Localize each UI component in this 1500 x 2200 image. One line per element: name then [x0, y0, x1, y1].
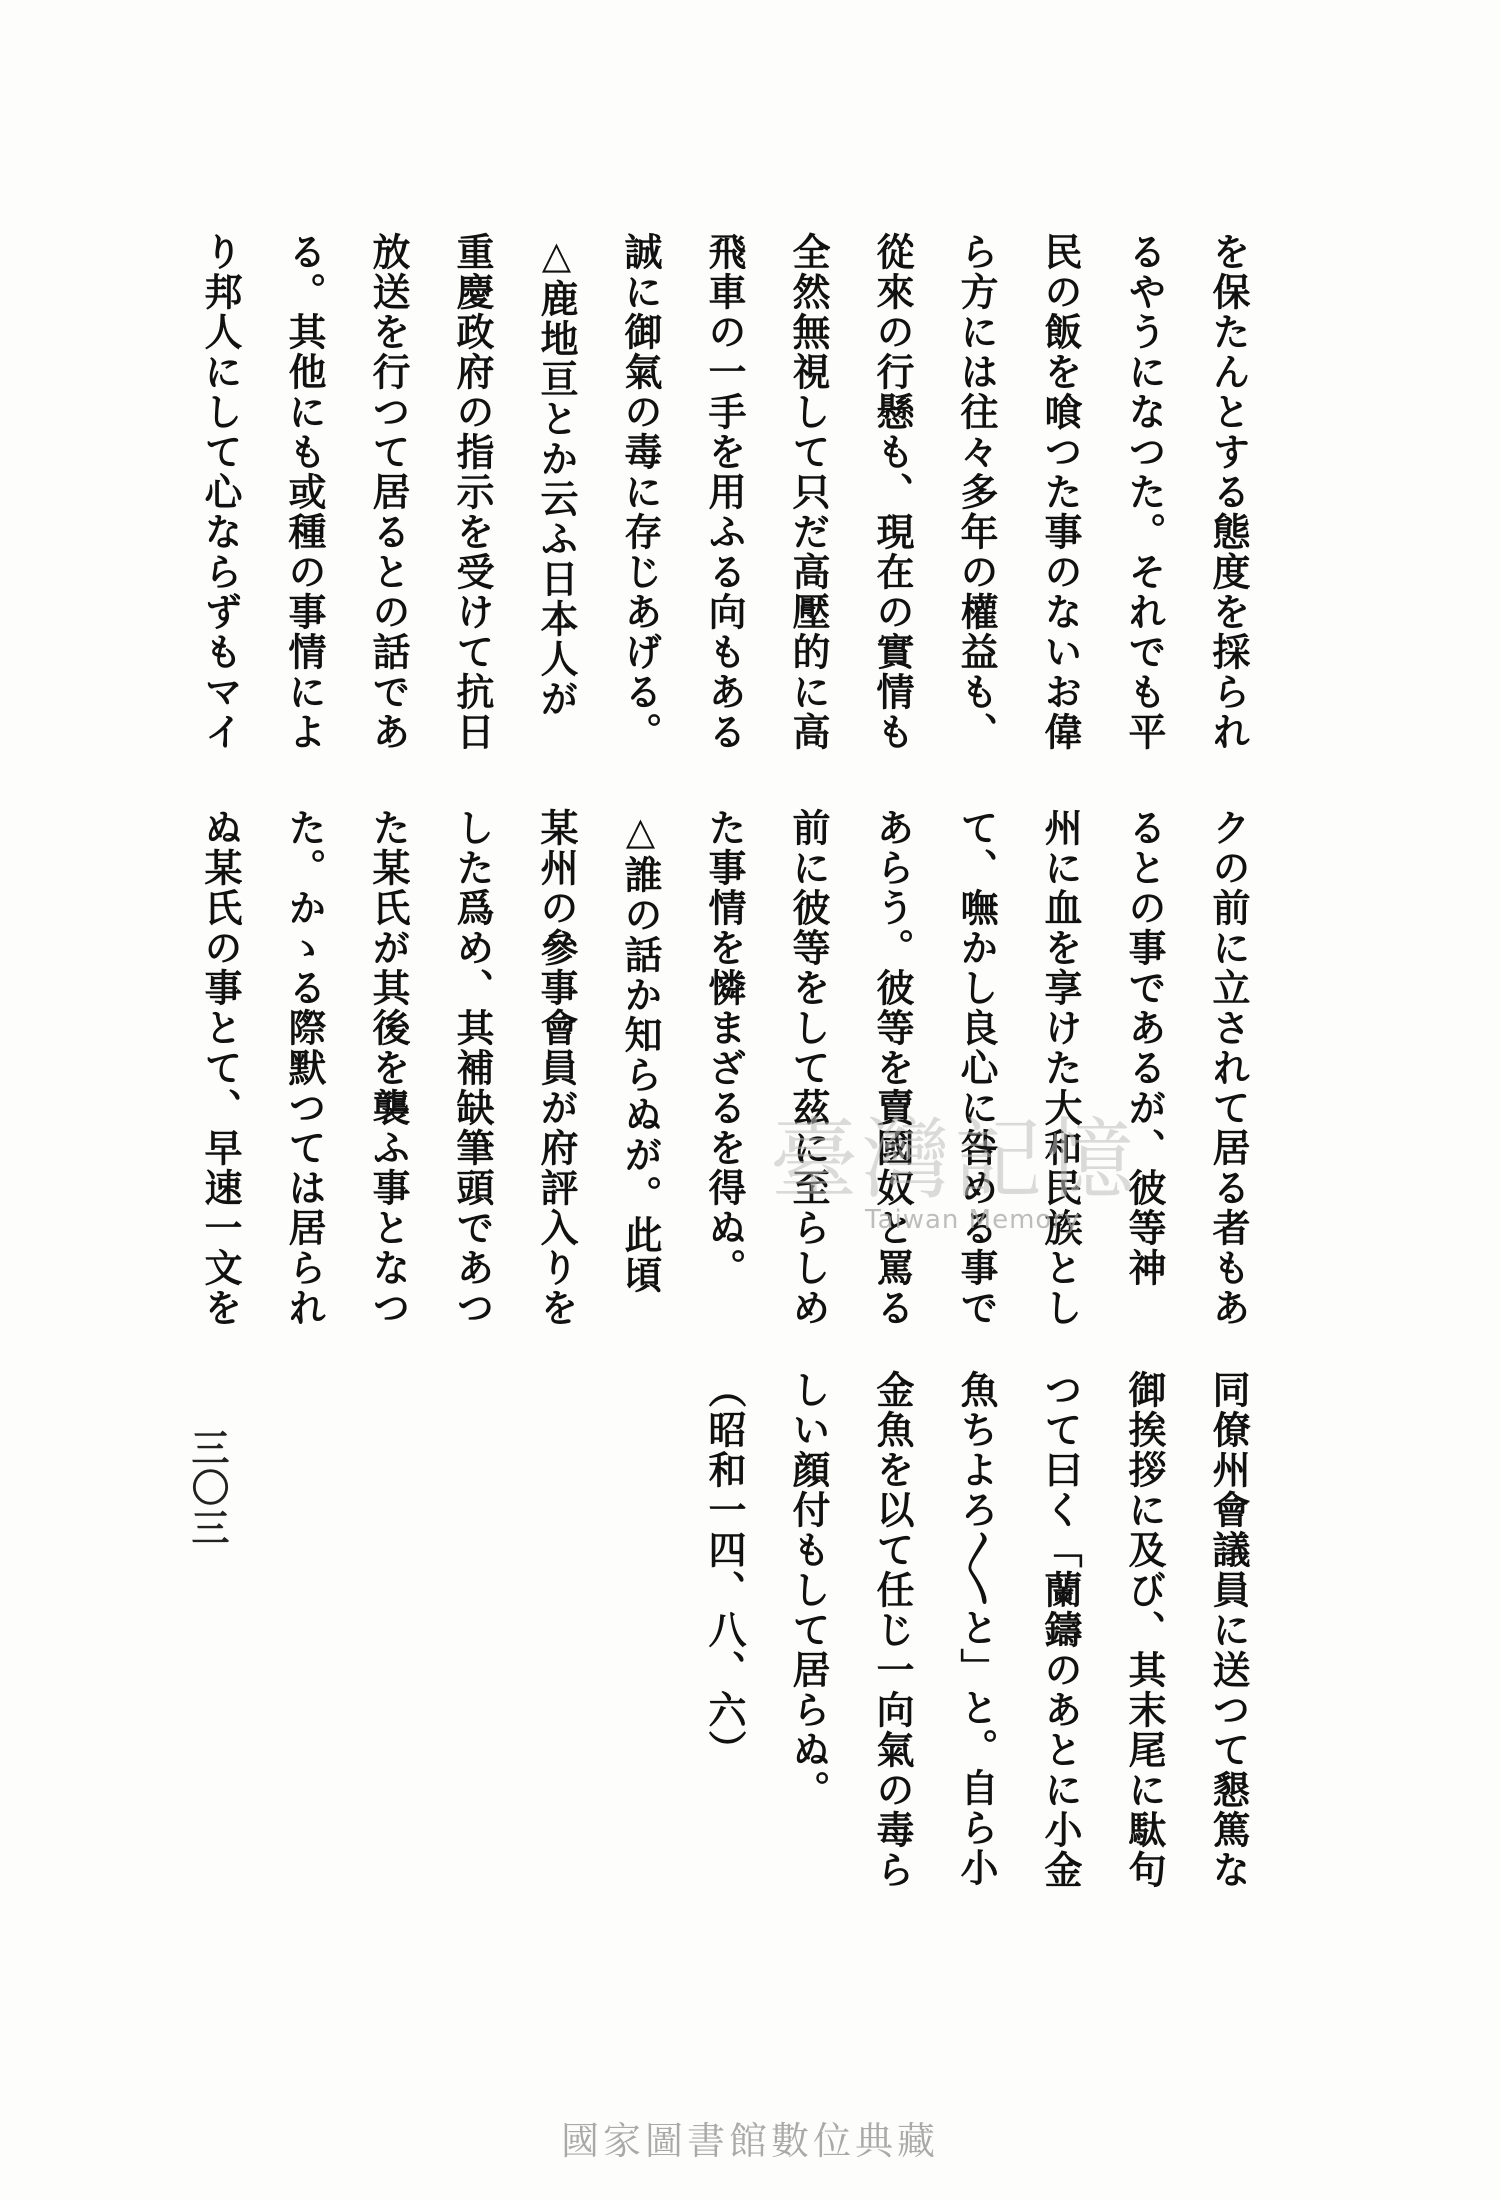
- text-column: つて曰く「蘭鑄のあとに小金: [1038, 1370, 1083, 1890]
- text-tier-middle: [178, 808, 1270, 1328]
- text-column: クの前に立されて居る者もあ: [1206, 808, 1251, 1328]
- text-column: 同僚州會議員に送つて懇篤な: [1206, 1370, 1251, 1890]
- text-column: した爲め、其補缺筆頭であつ: [450, 808, 495, 1328]
- text-tier-lower: [682, 1370, 1270, 1890]
- text-column: 誠に御氣の毒に存じあげる。: [618, 232, 663, 752]
- text-column: 重慶政府の指示を受けて抗日: [450, 232, 495, 752]
- text-column: るやうになつた。それでも平: [1122, 232, 1167, 752]
- text-column: △誰の話か知らぬが。此頃: [618, 808, 663, 1295]
- text-column: る。其他にも或種の事情によ: [282, 232, 327, 752]
- watermark-logo: 臺灣記憶: [770, 1108, 1139, 1211]
- text-column: 飛車の一手を用ふる向もある: [702, 232, 747, 752]
- watermark-subtitle: Taiwan Memory: [865, 1205, 1081, 1235]
- text-column: 州に血を享けた大和民族とし: [1038, 808, 1083, 1328]
- text-column: ら方には往々多年の權益も、: [954, 232, 999, 752]
- text-column: た。かゝる際默つては居られ: [282, 808, 327, 1328]
- text-column: 從來の行懸も、現在の實情も: [870, 232, 915, 752]
- text-column: た某氏が其後を襲ふ事となつ: [366, 808, 411, 1328]
- text-column: 御挨拶に及び、其末尾に駄句: [1122, 1370, 1167, 1890]
- text-column: 民の飯を喰つた事のないお偉: [1038, 232, 1083, 752]
- text-column: 前に彼等をして茲に至らしめ: [786, 808, 831, 1328]
- text-column: （昭和一四、八、六）: [702, 1370, 747, 1770]
- text-column: 魚ちよろ〱と」と。自ら小: [954, 1370, 999, 1888]
- text-column: 放送を行つて居るとの話であ: [366, 232, 411, 752]
- text-column: 金魚を以て任じ一向氣の毒ら: [870, 1370, 915, 1890]
- text-column: 全然無視して只だ高壓的に高: [786, 232, 831, 752]
- text-column: り邦人にして心ならずもマイ: [198, 232, 243, 752]
- text-column: しい顔付もして居らぬ。: [786, 1370, 831, 1810]
- text-column: ぬ某氏の事とて、早速一文を: [198, 808, 243, 1328]
- text-tier-upper: [178, 232, 1270, 872]
- text-column: △鹿地亘とか云ふ日本人が: [534, 232, 579, 719]
- text-column: 某州の參事會員が府評入りを: [534, 808, 579, 1328]
- text-column: あらう。彼等を賣國奴と罵る: [870, 808, 915, 1328]
- page-number: 三〇三: [185, 1428, 230, 1548]
- text-column: た事情を憐まざるを得ぬ。: [702, 808, 747, 1288]
- text-column: るとの事であるが、彼等神: [1122, 808, 1167, 1288]
- text-column: て、嘸かし良心に咎める事で: [954, 808, 999, 1328]
- footer-credit: 國家圖書館數位典藏: [560, 2119, 939, 2163]
- text-column: を保たんとする態度を採られ: [1206, 232, 1251, 752]
